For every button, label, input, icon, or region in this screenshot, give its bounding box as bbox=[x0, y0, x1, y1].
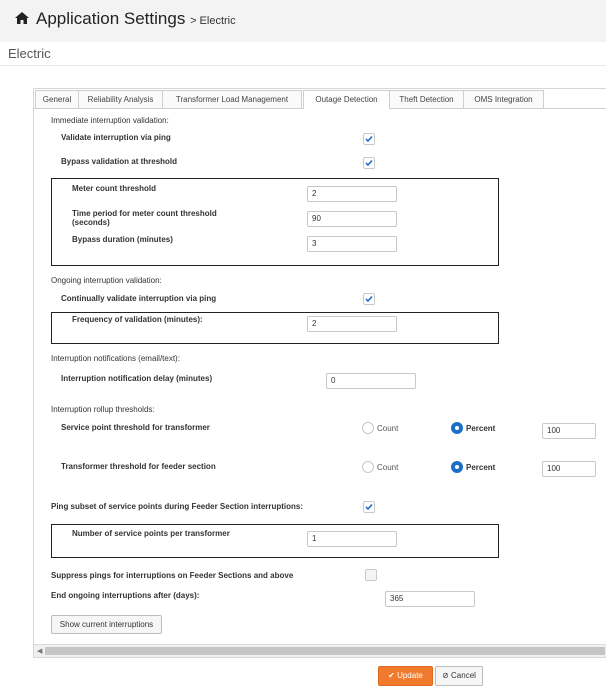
tab-general[interactable]: General bbox=[35, 90, 79, 108]
show-current-interruptions-button[interactable]: Show current interruptions bbox=[51, 615, 162, 634]
bypass-duration-label: Bypass duration (minutes) bbox=[72, 235, 173, 244]
per-transformer-input[interactable]: 1 bbox=[307, 531, 397, 547]
time-period-label-unit: (seconds) bbox=[72, 218, 110, 227]
notification-delay-label: Interruption notification delay (minutes) bbox=[61, 374, 213, 383]
scrollbar-thumb[interactable] bbox=[45, 647, 605, 655]
bypass-label: Bypass validation at threshold bbox=[61, 157, 178, 166]
tab-outage-detection[interactable]: Outage Detection bbox=[303, 90, 390, 109]
frequency-label: Frequency of validation (minutes): bbox=[72, 315, 203, 324]
suppress-label: Suppress pings for interruptions on Feeder Sections and above bbox=[51, 571, 294, 580]
update-button[interactable] bbox=[378, 666, 433, 686]
rollup-heading: Interruption rollup thresholds: bbox=[51, 405, 155, 414]
bypass-duration-input[interactable]: 3 bbox=[307, 236, 397, 252]
checkmark-icon bbox=[365, 135, 373, 143]
top-bar bbox=[0, 0, 606, 42]
horizontal-scrollbar[interactable] bbox=[34, 644, 606, 657]
checkmark-icon: ✔ bbox=[388, 671, 395, 680]
continual-label: Continually validate interruption via ping bbox=[61, 294, 217, 303]
home-icon[interactable] bbox=[14, 11, 30, 25]
checkmark-icon bbox=[365, 295, 373, 303]
tab-bar bbox=[34, 89, 606, 109]
transformer-percent-radio[interactable] bbox=[451, 461, 463, 473]
end-ongoing-label: End ongoing interruptions after (days): bbox=[51, 591, 200, 600]
service-point-count-radio[interactable] bbox=[362, 422, 374, 434]
update-label: Update bbox=[397, 671, 423, 680]
service-point-threshold-input[interactable]: 100 bbox=[542, 423, 596, 439]
transformer-count-radio[interactable] bbox=[362, 461, 374, 473]
cancel-button[interactable] bbox=[435, 666, 483, 686]
end-ongoing-input[interactable]: 365 bbox=[385, 591, 475, 607]
meter-count-input[interactable]: 2 bbox=[307, 186, 397, 202]
breadcrumb[interactable]: > Electric bbox=[190, 15, 236, 27]
service-point-percent-label: Percent bbox=[466, 424, 496, 433]
cancel-label: Cancel bbox=[451, 671, 476, 680]
meter-count-label: Meter count threshold bbox=[72, 184, 157, 193]
tab-reliability-analysis[interactable]: Reliability Analysis bbox=[78, 90, 163, 108]
bypass-checkbox[interactable] bbox=[363, 157, 375, 169]
transformer-count-label: Count bbox=[377, 463, 399, 472]
checkmark-icon bbox=[365, 503, 373, 511]
transformer-threshold-label: Transformer threshold for feeder section bbox=[61, 462, 216, 471]
per-transformer-label: Number of service points per transformer bbox=[72, 529, 230, 538]
suppress-checkbox[interactable] bbox=[365, 569, 377, 581]
frequency-input[interactable]: 2 bbox=[307, 316, 397, 332]
continual-checkbox[interactable] bbox=[363, 293, 375, 305]
transformer-percent-label: Percent bbox=[466, 463, 496, 472]
transformer-threshold-input[interactable]: 100 bbox=[542, 461, 596, 477]
time-period-label: Time period for meter count threshold bbox=[72, 209, 217, 218]
validate-ping-label: Validate interruption via ping bbox=[61, 133, 171, 142]
app-settings-title: Application Settings bbox=[36, 9, 186, 28]
ping-subset-checkbox[interactable] bbox=[363, 501, 375, 513]
service-point-count-label: Count bbox=[377, 424, 399, 433]
validate-ping-checkbox[interactable] bbox=[363, 133, 375, 145]
tab-oms-integration[interactable]: OMS Integration bbox=[463, 90, 544, 108]
time-period-input[interactable]: 90 bbox=[307, 211, 397, 227]
checkmark-icon bbox=[365, 159, 373, 167]
tab-theft-detection[interactable]: Theft Detection bbox=[389, 90, 464, 108]
page-title bbox=[14, 9, 236, 29]
ongoing-heading: Ongoing interruption validation: bbox=[51, 276, 162, 285]
settings-panel bbox=[33, 88, 606, 658]
divider bbox=[0, 65, 606, 66]
ping-subset-label: Ping subset of service points during Feeder Section interruptions: bbox=[51, 502, 304, 511]
section-title: Electric bbox=[8, 46, 51, 61]
notifications-heading: Interruption notifications (email/text): bbox=[51, 354, 180, 363]
ban-icon: ⊘ bbox=[442, 671, 449, 680]
immediate-heading: Immediate interruption validation: bbox=[51, 116, 169, 125]
tab-transformer-load-management[interactable]: Transformer Load Management bbox=[162, 90, 302, 108]
notification-delay-input[interactable]: 0 bbox=[326, 373, 416, 389]
scroll-left-icon[interactable]: ◀ bbox=[37, 648, 43, 655]
service-point-percent-radio[interactable] bbox=[451, 422, 463, 434]
service-point-threshold-label: Service point threshold for transformer bbox=[61, 423, 210, 432]
